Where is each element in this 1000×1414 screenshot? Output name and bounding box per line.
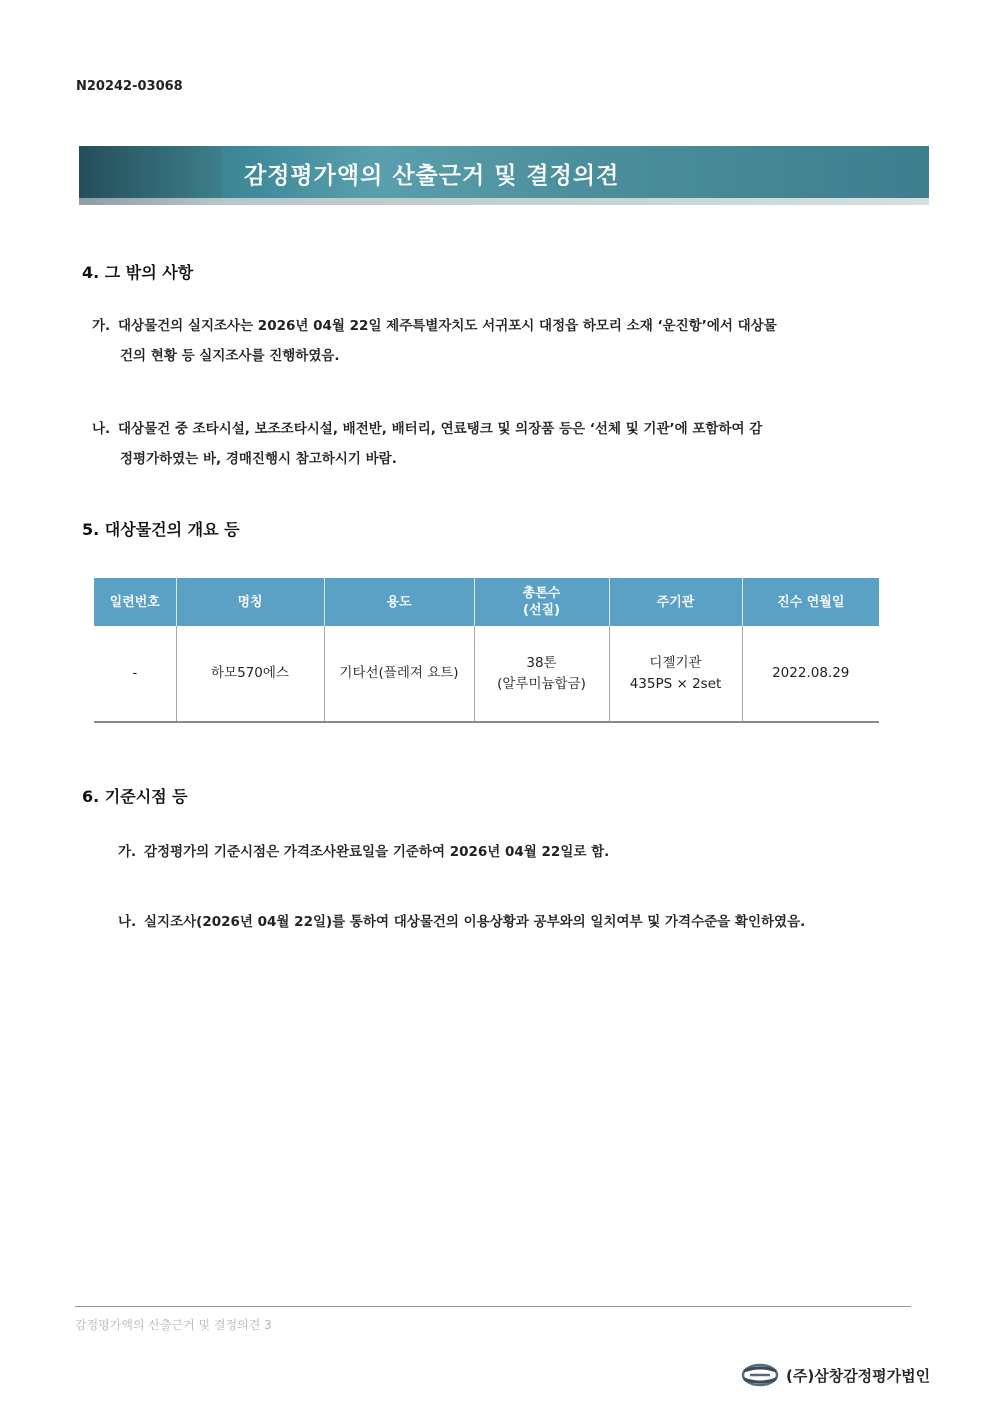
title-banner-underline [79, 198, 929, 205]
header-name: 명칭 [176, 578, 324, 626]
section-5-heading: 5. 대상물건의 개요 등 [82, 520, 240, 539]
header-usage: 용도 [324, 578, 474, 626]
item-marker: 나. [118, 914, 137, 930]
item-text-line2: 건의 현황 등 실지조사를 진행하였음. [120, 348, 340, 364]
document-id: N20242-03068 [76, 79, 183, 94]
section-6-heading: 6. 기준시점 등 [82, 787, 188, 806]
table-header-row [94, 578, 879, 626]
header-launch-date: 진수 연월일 [742, 578, 879, 626]
item-marker: 가. [92, 318, 111, 334]
item-marker: 나. [92, 421, 111, 437]
header-serial-number: 일련번호 [94, 578, 176, 626]
item-marker: 가. [118, 844, 137, 860]
cell-name: 하모570에스 [176, 626, 324, 722]
section-6-item-a [118, 837, 918, 867]
company-signature [740, 1360, 930, 1390]
cell-usage: 기타선(플레져 요트) [324, 626, 474, 722]
company-logo-icon [740, 1362, 780, 1388]
item-text: 실지조사(2026년 04월 22일)를 통하여 대상물건의 이용상황과 공부와의 일치여부 및 가격수준을 확인하였음. [144, 914, 806, 930]
section-6-item-b [118, 907, 938, 937]
item-text: 감정평가의 기준시점은 가격조사완료일을 기준하여 2026년 04월 22일로 함. [144, 844, 610, 860]
cell-launch-date: 2022.08.29 [742, 626, 879, 722]
cell-main-engine: 디젤기관 435PS × 2set [609, 626, 742, 722]
section-4-item-a [92, 311, 914, 371]
cell-gross-tonnage: 38톤 (알루미늄합금) [474, 626, 609, 722]
table-row [94, 626, 879, 722]
footer-divider [75, 1306, 911, 1307]
section-4-heading: 4. 그 밖의 사항 [82, 263, 194, 282]
item-text-line1: 대상물건의 실지조사는 2026년 04월 22일 제주특별자치도 서귀포시 대정읍 하모리 소재 ‘운진항’에서 대상물 [118, 318, 777, 334]
cell-serial-number: - [94, 626, 176, 722]
footer-page-label: 감정평가액의 산출근거 및 결정의견 3 [75, 1318, 272, 1332]
section-4-item-b [92, 414, 914, 474]
page-title: 감정평가액의 산출근거 및 결정의견 [244, 163, 620, 189]
header-main-engine: 주기관 [609, 578, 742, 626]
vessel-summary-table [94, 578, 879, 723]
item-text-line1: 대상물건 중 조타시설, 보조조타시설, 배전반, 배터리, 연료탱크 및 의장품 등은 ‘선체 및 기관’에 포함하여 감 [118, 421, 763, 437]
item-text-line2: 정평가하였는 바, 경매진행시 참고하시기 바람. [120, 451, 397, 467]
title-banner-accent [79, 146, 222, 198]
title-banner [79, 146, 929, 198]
company-name: (주)삼창감정평가법인 [786, 1366, 931, 1385]
header-gross-tonnage: 총톤수 (선질) [474, 578, 609, 626]
